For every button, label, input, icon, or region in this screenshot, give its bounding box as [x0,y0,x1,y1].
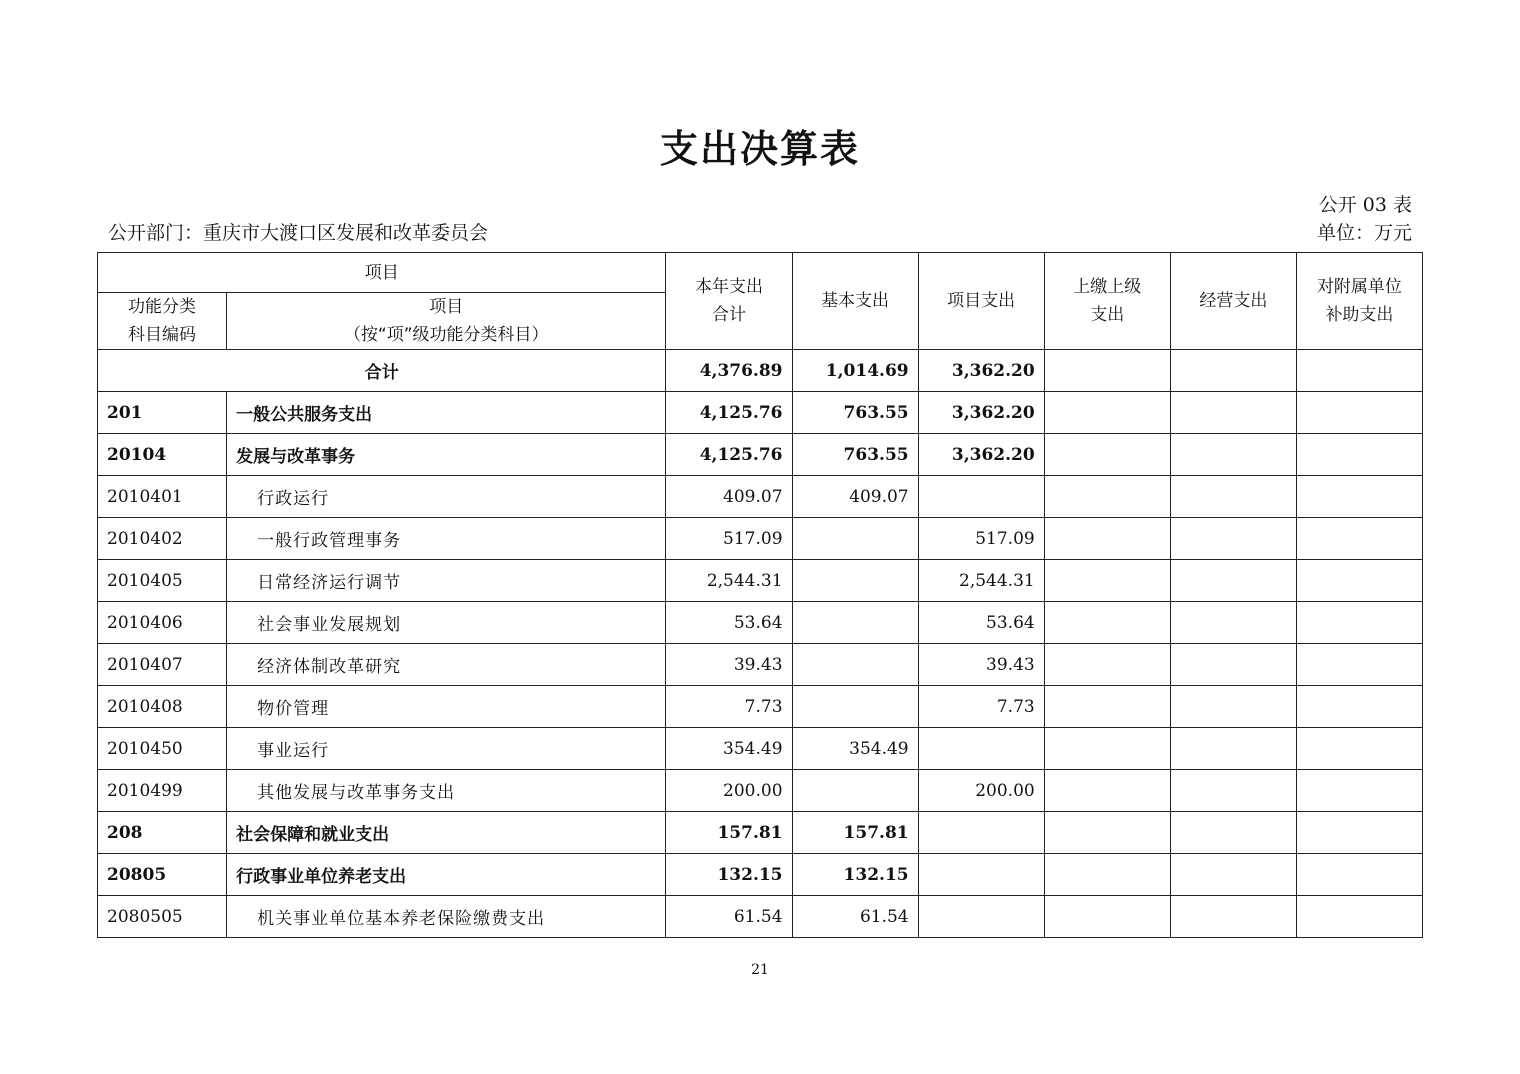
header-subsidy [1296,253,1422,350]
basic-cell: 61.54 [792,896,918,938]
header-code-line1: 功能分类 [128,297,197,317]
table-row [98,728,1423,770]
header-code [98,293,227,350]
total-cell-project: 3,362.20 [918,350,1044,392]
total-cell: 4,125.76 [666,392,792,434]
project-cell: 3,362.20 [918,434,1044,476]
header-project: 项目支出 [918,253,1044,350]
table-row [98,602,1423,644]
upper-cell [1044,434,1170,476]
name-cell: 日常经济运行调节 [227,560,666,602]
upper-cell [1044,602,1170,644]
basic-cell [792,686,918,728]
table-row [98,686,1423,728]
subsidy-cell [1296,560,1422,602]
project-cell [918,812,1044,854]
header-business: 经营支出 [1170,253,1296,350]
basic-cell: 409.07 [792,476,918,518]
business-cell [1170,602,1296,644]
name-cell: 行政事业单位养老支出 [227,854,666,896]
basic-cell: 763.55 [792,434,918,476]
project-cell: 7.73 [918,686,1044,728]
project-cell: 53.64 [918,602,1044,644]
code-cell: 2010499 [98,770,227,812]
name-cell: 社会事业发展规划 [227,602,666,644]
code-cell: 201 [98,392,227,434]
name-cell: 机关事业单位基本养老保险缴费支出 [227,896,666,938]
code-cell: 2010407 [98,644,227,686]
page-title: 支出决算表 [659,127,860,171]
total-cell: 2,544.31 [666,560,792,602]
name-cell: 一般公共服务支出 [227,392,666,434]
total-cell: 157.81 [666,812,792,854]
page-number: 21 [751,962,769,978]
code-cell: 2010401 [98,476,227,518]
total-cell-subsidy [1296,350,1422,392]
subsidy-cell [1296,434,1422,476]
code-cell: 20104 [98,434,227,476]
code-cell: 2010450 [98,728,227,770]
upper-cell [1044,896,1170,938]
total-cell: 517.09 [666,518,792,560]
upper-cell [1044,392,1170,434]
basic-cell: 157.81 [792,812,918,854]
code-cell: 208 [98,812,227,854]
department-label: 公开部门：重庆市大渡口区发展和改革委员会 [108,222,489,244]
header-subsidy-line1: 对附属单位 [1316,277,1402,297]
total-cell-upper [1044,350,1170,392]
unit-label: 单位：万元 [1316,222,1412,244]
basic-cell: 132.15 [792,854,918,896]
subsidy-cell [1296,476,1422,518]
name-cell: 事业运行 [227,728,666,770]
table-row [98,812,1423,854]
header-total [666,253,792,350]
code-cell: 2010408 [98,686,227,728]
name-cell: 其他发展与改革事务支出 [227,770,666,812]
basic-cell [792,602,918,644]
upper-cell [1044,476,1170,518]
header-project-group: 项目 [98,253,666,293]
table-row [98,560,1423,602]
table-row [98,644,1423,686]
header-code-line2: 科目编码 [128,325,197,345]
project-cell: 3,362.20 [918,392,1044,434]
business-cell [1170,686,1296,728]
header-upper [1044,253,1170,350]
total-cell-basic: 1,014.69 [792,350,918,392]
basic-cell: 763.55 [792,392,918,434]
project-cell: 200.00 [918,770,1044,812]
business-cell [1170,728,1296,770]
subsidy-cell [1296,644,1422,686]
table-row [98,896,1423,938]
total-cell: 7.73 [666,686,792,728]
business-cell [1170,854,1296,896]
table-row [98,854,1423,896]
name-cell: 物价管理 [227,686,666,728]
subsidy-cell [1296,686,1422,728]
code-cell: 2010405 [98,560,227,602]
header-upper-line2: 支出 [1090,305,1125,325]
total-cell: 53.64 [666,602,792,644]
subsidy-cell [1296,896,1422,938]
project-cell: 517.09 [918,518,1044,560]
total-cell: 61.54 [666,896,792,938]
table-row [98,392,1423,434]
subsidy-cell [1296,392,1422,434]
total-cell-total: 4,376.89 [666,350,792,392]
upper-cell [1044,560,1170,602]
subsidy-cell [1296,812,1422,854]
name-cell: 社会保障和就业支出 [227,812,666,854]
project-cell [918,476,1044,518]
total-cell: 200.00 [666,770,792,812]
upper-cell [1044,644,1170,686]
name-cell: 一般行政管理事务 [227,518,666,560]
header-upper-line1: 上缴上级 [1073,277,1142,297]
total-cell: 132.15 [666,854,792,896]
basic-cell [792,644,918,686]
business-cell [1170,896,1296,938]
business-cell [1170,644,1296,686]
business-cell [1170,434,1296,476]
basic-cell [792,770,918,812]
upper-cell [1044,686,1170,728]
table-row [98,518,1423,560]
total-cell: 4,125.76 [666,434,792,476]
expenditure-table [97,252,1423,938]
basic-cell: 354.49 [792,728,918,770]
header-basic: 基本支出 [792,253,918,350]
subsidy-cell [1296,770,1422,812]
table-row [98,770,1423,812]
header-name [227,293,666,350]
total-cell: 409.07 [666,476,792,518]
total-cell: 354.49 [666,728,792,770]
form-number: 公开 03 表 [1318,194,1412,216]
header-name-line1: 项目 [429,297,464,317]
header-subsidy-line2: 补助支出 [1325,305,1394,325]
header-row-1 [98,253,1423,293]
upper-cell [1044,854,1170,896]
business-cell [1170,392,1296,434]
total-cell-business [1170,350,1296,392]
business-cell [1170,770,1296,812]
code-cell: 2010406 [98,602,227,644]
name-cell: 经济体制改革研究 [227,644,666,686]
project-cell: 39.43 [918,644,1044,686]
business-cell [1170,518,1296,560]
table-row [98,434,1423,476]
table-row [98,476,1423,518]
subsidy-cell [1296,518,1422,560]
total-row [98,350,1423,392]
upper-cell [1044,770,1170,812]
name-cell: 行政运行 [227,476,666,518]
upper-cell [1044,518,1170,560]
code-cell: 2010402 [98,518,227,560]
subsidy-cell [1296,854,1422,896]
business-cell [1170,476,1296,518]
business-cell [1170,812,1296,854]
header-total-line2: 合计 [711,305,746,325]
project-cell [918,896,1044,938]
subsidy-cell [1296,602,1422,644]
header-total-line1: 本年支出 [694,277,763,297]
code-cell: 2080505 [98,896,227,938]
basic-cell [792,518,918,560]
header-name-line2: （按“项”级功能分类科目） [343,325,549,345]
project-cell [918,854,1044,896]
code-cell: 20805 [98,854,227,896]
total-label: 合计 [98,350,666,392]
subsidy-cell [1296,728,1422,770]
upper-cell [1044,728,1170,770]
upper-cell [1044,812,1170,854]
project-cell: 2,544.31 [918,560,1044,602]
business-cell [1170,560,1296,602]
project-cell [918,728,1044,770]
basic-cell [792,560,918,602]
total-cell: 39.43 [666,644,792,686]
name-cell: 发展与改革事务 [227,434,666,476]
